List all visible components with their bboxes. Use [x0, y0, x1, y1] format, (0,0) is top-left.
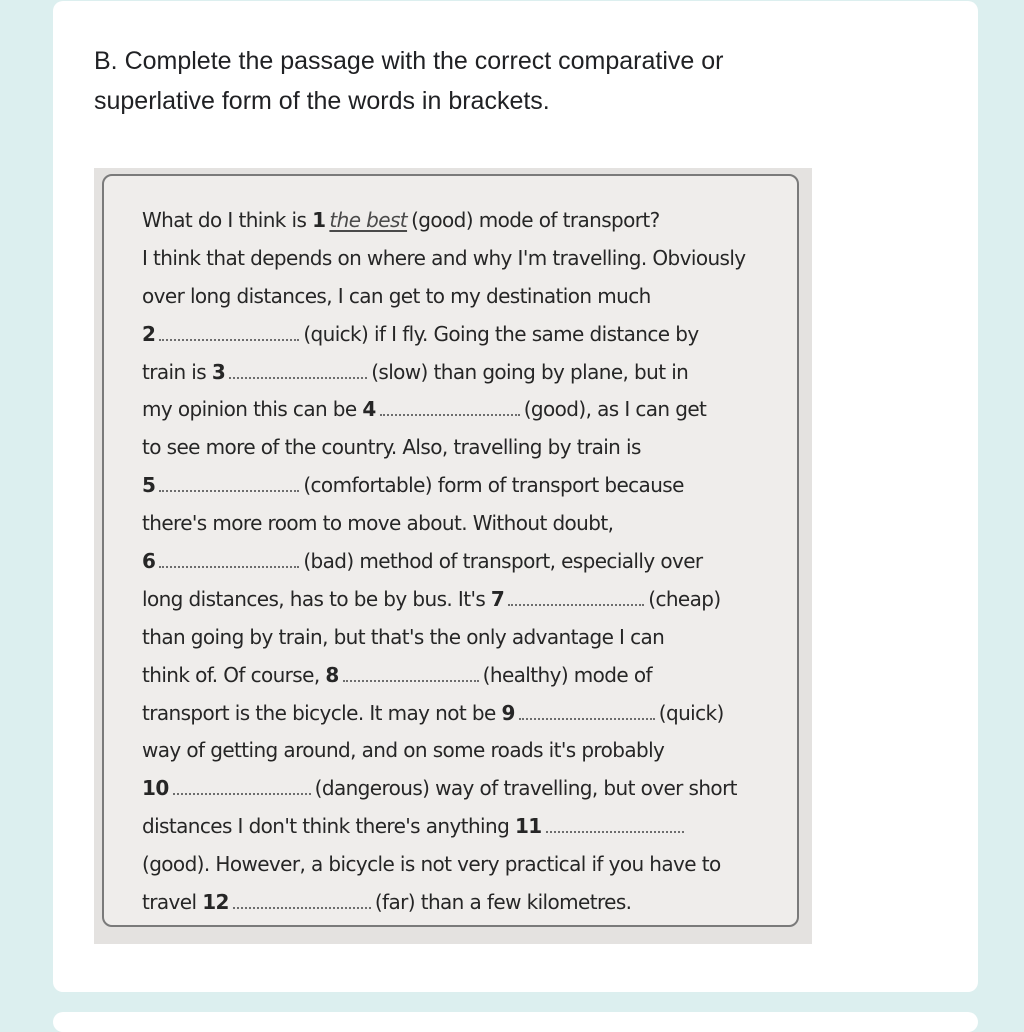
passage-line: train is 3 (slow) than going by plane, but in: [142, 359, 689, 384]
passage-line: 10 (dangerous) way of travelling, but over short: [142, 776, 737, 801]
blank-number: 1: [312, 208, 326, 232]
blank-number: 6: [142, 549, 156, 574]
passage-line: to see more of the country. Also, travelling by train is: [142, 435, 641, 460]
answer-blank: [380, 408, 520, 416]
question-title-line-1: B. Complete the passage with the correct comparative or: [94, 47, 724, 75]
worksheet-box: [102, 174, 799, 927]
sample-answer: the best: [329, 208, 408, 232]
answer-blank: [343, 674, 479, 682]
blank-number: 7: [490, 586, 505, 611]
passage-line: think of. Of course, 8 (healthy) mode of: [142, 662, 652, 687]
answer-blank: [159, 560, 299, 568]
passage-line: transport is the bicycle. It may not be 9 (quick): [142, 700, 724, 725]
answer-blank: [233, 901, 371, 909]
answer-blank: [519, 712, 655, 720]
passage-line: long distances, has to be by bus. It's 7 (cheap): [142, 586, 721, 611]
worksheet-image: [94, 168, 812, 944]
question-card: [53, 1, 978, 992]
passage-line: travel 12 (far) than a few kilometres.: [142, 890, 632, 915]
answer-blank: [159, 333, 299, 341]
passage-line: 2 (quick) if I fly. Going the same distance by: [142, 321, 699, 346]
passage-line: over long distances, I can get to my destination much: [142, 283, 651, 308]
answer-blank: [159, 484, 299, 492]
passage-line: 6 (bad) method of transport, especially over: [142, 549, 703, 574]
blank-number: 5: [142, 473, 156, 498]
passage-line: I think that depends on where and why I'm travelling. Obviously: [142, 245, 746, 270]
answer-blank: [508, 598, 644, 606]
passage-line: (good). However, a bicycle is not very practical if you have to: [142, 852, 721, 877]
passage-line: What do I think is 1 the best (good) mode of transport?: [142, 208, 660, 232]
blank-number: 10: [142, 776, 169, 801]
passage-line: than going by train, but that's the only advantage I can: [142, 624, 665, 649]
blank-number: 2: [142, 321, 156, 346]
answer-blank: [173, 787, 311, 795]
blank-number: 9: [501, 700, 515, 725]
blank-number: 11: [514, 814, 542, 839]
blank-number: 8: [325, 662, 339, 687]
passage-line: my opinion this can be 4 (good), as I can get: [142, 397, 707, 422]
blank-number: 3: [211, 359, 226, 384]
answer-blank: [229, 371, 367, 379]
blank-number: 4: [362, 397, 376, 422]
passage-line: distances I don't think there's anything 11: [142, 808, 792, 846]
passage-line: 5 (comfortable) form of transport because: [142, 473, 684, 498]
blank-number: 12: [202, 890, 229, 915]
passage-line: there's more room to move about. Without doubt,: [142, 511, 614, 536]
question-title: [94, 41, 854, 121]
worksheet-passage: [142, 202, 792, 922]
question-title-line-2: superlative form of the words in brackets.: [94, 87, 550, 115]
next-card: [53, 1012, 978, 1032]
passage-line: way of getting around, and on some roads it's probably: [142, 738, 665, 763]
answer-blank: [546, 825, 684, 833]
